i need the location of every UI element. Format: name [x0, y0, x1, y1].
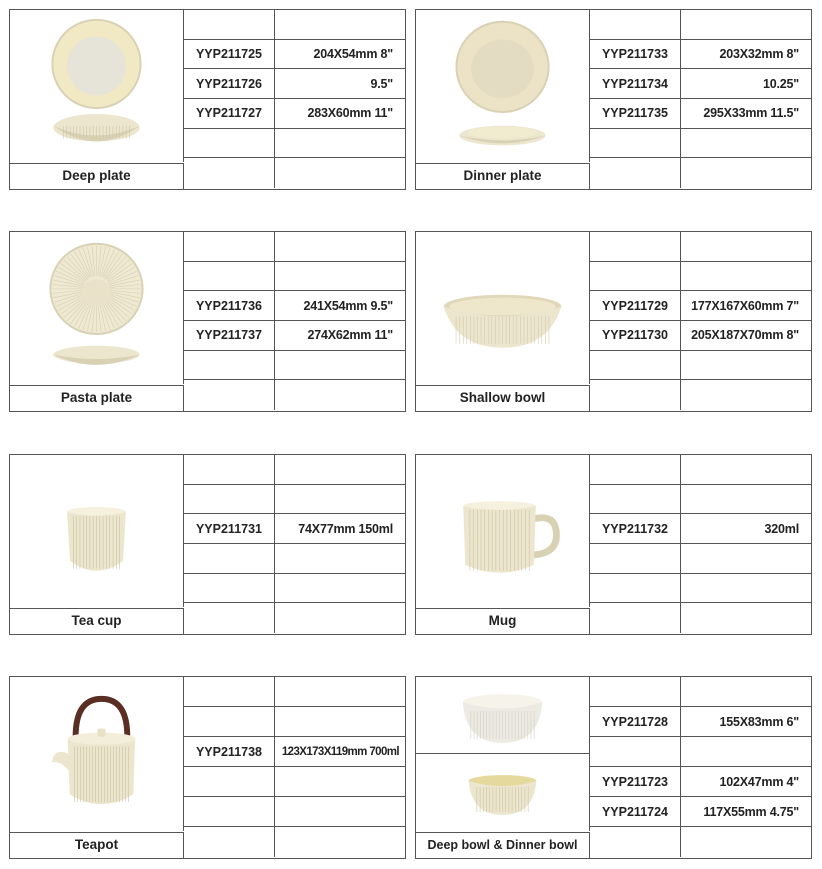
item-code [590, 158, 681, 188]
item-spec [681, 10, 811, 39]
mug-card [415, 454, 812, 635]
product-image-cell [10, 232, 184, 384]
item-code [184, 827, 275, 857]
table-row [590, 351, 811, 381]
table-row [590, 455, 811, 485]
table-row [184, 262, 405, 292]
item-code: YYP211737 [184, 321, 275, 350]
product-caption: Shallow bowl [416, 385, 590, 411]
dinner-plate-card [415, 9, 812, 190]
item-spec: 320ml [764, 521, 799, 536]
product-image-cell [10, 455, 184, 607]
table-row [590, 574, 811, 604]
product-image-cell [416, 455, 590, 607]
item-code [590, 574, 681, 603]
item-spec: 74X77mm 150ml [298, 521, 393, 536]
item-spec [681, 455, 811, 484]
item-code [590, 10, 681, 39]
table-row [184, 69, 405, 99]
table-row [184, 514, 405, 544]
item-code [184, 455, 275, 484]
deep-plate-image [10, 10, 183, 162]
item-code: YYP211723 [590, 767, 681, 796]
item-spec [681, 485, 811, 514]
mug-image [416, 455, 589, 607]
product-image-cell [10, 10, 184, 162]
table-row [184, 797, 405, 827]
item-code [590, 380, 681, 410]
item-code [590, 485, 681, 514]
item-spec [275, 455, 405, 484]
table-row [590, 767, 811, 797]
item-code [184, 351, 275, 380]
item-code [184, 797, 275, 826]
item-code: YYP211732 [590, 514, 681, 543]
item-spec [275, 574, 405, 603]
spec-table [590, 232, 811, 411]
product-image-cell [416, 10, 590, 162]
item-code [590, 544, 681, 573]
spec-table [590, 10, 811, 189]
item-code [184, 158, 275, 188]
item-spec [681, 677, 811, 706]
product-image-cell [10, 677, 184, 831]
item-code [184, 380, 275, 410]
pasta-plate-card [9, 231, 406, 412]
table-row [590, 485, 811, 515]
table-row [184, 291, 405, 321]
table-row [184, 827, 405, 857]
table-row [184, 99, 405, 129]
table-row [590, 232, 811, 262]
item-spec [681, 603, 811, 633]
item-code [184, 262, 275, 291]
table-row [590, 827, 811, 857]
tea-cup-card [9, 454, 406, 635]
table-row [590, 321, 811, 351]
product-caption: Dinner plate [416, 163, 590, 189]
product-caption: Mug [416, 608, 590, 634]
item-code: YYP211731 [184, 514, 275, 543]
item-code [590, 262, 681, 291]
item-code: YYP211728 [590, 707, 681, 736]
item-code [184, 544, 275, 573]
table-row [184, 158, 405, 188]
item-spec: 123X173X119mm 700ml [281, 745, 399, 758]
product-caption: Deep plate [10, 163, 184, 189]
table-row [184, 677, 405, 707]
item-spec: 205X187X70mm 8" [691, 328, 799, 343]
dinner-bowl-image-cell [416, 754, 590, 831]
spec-table [184, 232, 405, 411]
table-row [590, 677, 811, 707]
dinner-bowl-image [416, 754, 589, 831]
item-code: YYP211724 [590, 797, 681, 826]
item-spec: 241X54mm 9.5" [303, 298, 393, 313]
item-spec [275, 544, 405, 573]
table-row [184, 544, 405, 574]
item-code: YYP211733 [590, 40, 681, 69]
tea-cup-image [10, 455, 183, 607]
item-code [184, 485, 275, 514]
item-spec [275, 485, 405, 514]
item-spec: 117X55mm 4.75" [703, 804, 799, 819]
item-code: YYP211735 [590, 99, 681, 128]
item-spec [681, 262, 811, 291]
spec-table [184, 677, 405, 858]
table-row [590, 40, 811, 70]
spec-table [590, 677, 811, 858]
item-spec: 155X83mm 6" [719, 714, 799, 729]
item-code [184, 574, 275, 603]
table-row [184, 129, 405, 159]
table-row [590, 10, 811, 40]
table-row [590, 737, 811, 767]
item-spec: 177X167X60mm 7" [691, 298, 799, 313]
item-spec [275, 797, 405, 826]
item-spec [681, 158, 811, 188]
item-spec [275, 677, 405, 706]
item-code [184, 767, 275, 796]
item-spec: 295X33mm 11.5" [703, 106, 799, 121]
product-caption: Tea cup [10, 608, 184, 634]
spec-table [184, 10, 405, 189]
item-code: YYP211734 [590, 69, 681, 98]
item-spec: 274X62mm 11" [307, 328, 393, 343]
table-row [590, 129, 811, 159]
table-row [590, 797, 811, 827]
table-row [184, 232, 405, 262]
item-spec [275, 351, 405, 380]
table-row [184, 485, 405, 515]
table-row [184, 737, 405, 767]
table-row [184, 10, 405, 40]
item-spec [681, 129, 811, 158]
item-code: YYP211727 [184, 99, 275, 128]
item-spec: 9.5" [370, 76, 393, 91]
table-row [590, 69, 811, 99]
product-caption: Pasta plate [10, 385, 184, 411]
item-spec [275, 158, 405, 188]
table-row [590, 262, 811, 292]
deep-bowl-image-cell [416, 677, 590, 754]
product-caption: Teapot [10, 832, 184, 858]
item-spec [275, 380, 405, 410]
table-row [184, 603, 405, 633]
item-spec [275, 129, 405, 158]
item-spec [275, 603, 405, 633]
item-code: YYP211738 [184, 737, 275, 766]
item-code: YYP211729 [590, 291, 681, 320]
item-code: YYP211725 [184, 40, 275, 69]
product-caption: Deep bowl & Dinner bowl [416, 832, 590, 858]
teapot-image [10, 677, 183, 831]
item-spec: 102X47mm 4" [719, 774, 799, 789]
pasta-plate-image [10, 232, 183, 384]
item-spec [275, 707, 405, 736]
deep-bowl-image [416, 677, 589, 753]
item-code [184, 10, 275, 39]
table-row [590, 544, 811, 574]
table-row [184, 574, 405, 604]
item-code [590, 455, 681, 484]
spec-table [590, 455, 811, 634]
item-spec [681, 380, 811, 410]
product-image-cell [416, 232, 590, 384]
table-row [590, 603, 811, 633]
table-row [184, 321, 405, 351]
item-spec [275, 232, 405, 261]
item-code [590, 232, 681, 261]
table-row [184, 767, 405, 797]
shallow-bowl-card [415, 231, 812, 412]
shallow-bowl-image [416, 232, 589, 384]
table-row [184, 380, 405, 410]
table-row [590, 707, 811, 737]
item-spec [681, 574, 811, 603]
item-spec: 203X32mm 8" [719, 46, 799, 61]
table-row [184, 707, 405, 737]
item-code [184, 677, 275, 706]
item-code: YYP211736 [184, 291, 275, 320]
item-code [184, 603, 275, 633]
item-spec [275, 10, 405, 39]
item-code [184, 232, 275, 261]
table-row [590, 291, 811, 321]
item-spec [681, 737, 811, 766]
item-spec [681, 351, 811, 380]
item-code [590, 603, 681, 633]
item-code: YYP211730 [590, 321, 681, 350]
item-code [590, 351, 681, 380]
item-spec [681, 544, 811, 573]
item-spec [275, 827, 405, 857]
table-row [184, 40, 405, 70]
item-code [184, 129, 275, 158]
item-spec [681, 827, 811, 857]
item-code [590, 129, 681, 158]
table-row [590, 158, 811, 188]
item-spec: 10.25" [762, 76, 799, 91]
item-spec [681, 232, 811, 261]
item-code [590, 737, 681, 766]
item-spec [275, 767, 405, 796]
spec-table [184, 455, 405, 634]
item-spec: 204X54mm 8" [313, 46, 393, 61]
dinner-plate-image [416, 10, 589, 162]
table-row [590, 514, 811, 544]
item-code [590, 827, 681, 857]
item-spec: 283X60mm 11" [307, 106, 393, 121]
item-spec [275, 262, 405, 291]
deep-bowl-dinner-bowl-card [415, 676, 812, 859]
teapot-card [9, 676, 406, 859]
deep-plate-card [9, 9, 406, 190]
item-code: YYP211726 [184, 69, 275, 98]
item-code [590, 677, 681, 706]
table-row [590, 380, 811, 410]
table-row [184, 455, 405, 485]
item-code [184, 707, 275, 736]
table-row [184, 351, 405, 381]
table-row [590, 99, 811, 129]
